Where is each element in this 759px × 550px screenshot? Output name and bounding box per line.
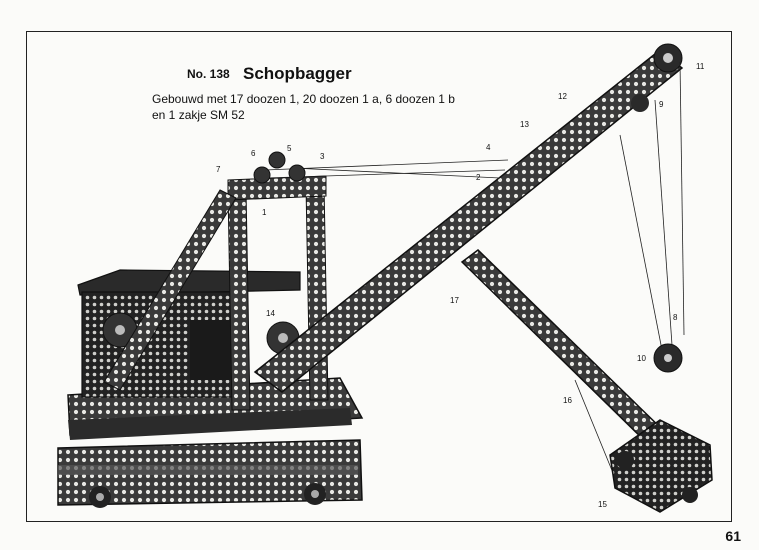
parts-description-line-2: en 1 zakje SM 52 bbox=[152, 108, 245, 122]
crawler-base bbox=[58, 440, 362, 508]
callout-10: 10 bbox=[637, 354, 646, 363]
page-number: 61 bbox=[725, 528, 741, 544]
callout-12: 12 bbox=[558, 92, 567, 101]
callout-17: 17 bbox=[450, 296, 459, 305]
callout-6: 6 bbox=[251, 149, 256, 158]
callout-5: 5 bbox=[287, 144, 292, 153]
callout-14: 14 bbox=[266, 309, 275, 318]
dipper-stick bbox=[462, 250, 668, 448]
callout-7: 7 bbox=[216, 165, 221, 174]
callout-13: 13 bbox=[520, 120, 529, 129]
callout-16: 16 bbox=[563, 396, 572, 405]
callout-11: 11 bbox=[696, 62, 705, 71]
hook-block bbox=[654, 344, 682, 372]
callout-9: 9 bbox=[659, 100, 664, 109]
model-number: No. 138 bbox=[187, 67, 230, 81]
callout-2: 2 bbox=[476, 173, 481, 182]
callout-4: 4 bbox=[486, 143, 491, 152]
model-title: Schopbagger bbox=[243, 64, 352, 83]
callout-8: 8 bbox=[673, 313, 678, 322]
parts-description-line-1: Gebouwd met 17 doozen 1, 20 doozen 1 a, 6 doozen 1 b bbox=[152, 92, 455, 106]
callout-3: 3 bbox=[320, 152, 325, 161]
callout-15: 15 bbox=[598, 500, 607, 509]
callout-1: 1 bbox=[262, 208, 267, 217]
bucket bbox=[610, 420, 712, 512]
